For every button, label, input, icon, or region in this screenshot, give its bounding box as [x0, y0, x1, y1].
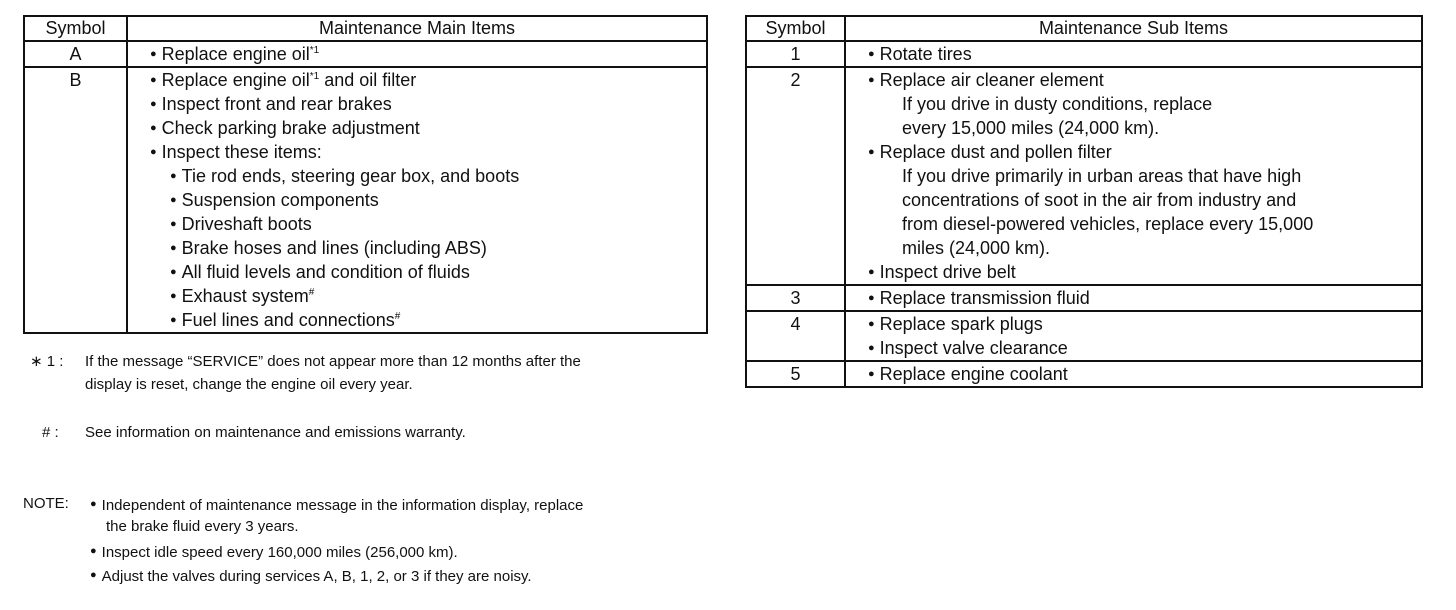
sub-list-item: ● Suspension components	[150, 188, 706, 212]
footnote-ref: #	[394, 311, 401, 322]
table-row	[746, 67, 1422, 285]
list-item: ● Inspect front and rear brakes	[150, 92, 706, 116]
symbol-cell: 5	[746, 361, 845, 387]
items-cell	[127, 67, 707, 333]
sub-list-item: ● Brake hoses and lines (including ABS)	[150, 236, 706, 260]
item-description: If you drive in dusty conditions, replace	[902, 94, 1213, 114]
item-description: miles (24,000 km).	[902, 238, 1051, 258]
item-text: Fuel lines and connections	[181, 310, 395, 330]
items-cell	[845, 285, 1422, 311]
symbol-cell: 3	[746, 285, 845, 311]
item-text: Replace engine oil	[161, 44, 310, 64]
footnote-ref: *1	[309, 71, 320, 82]
item-text: and oil filter	[319, 70, 417, 90]
table-row	[24, 67, 707, 333]
items-cell	[845, 41, 1422, 67]
item-text: Replace engine oil	[161, 70, 310, 90]
sub-list-item: ● Tie rod ends, steering gear box, and boots	[150, 164, 706, 188]
list-item	[150, 68, 706, 92]
list-item: ● Rotate tires	[868, 42, 1421, 66]
item-description: If you drive primarily in urban areas that have high	[902, 166, 1302, 186]
footnote-star-text: If the message “SERVICE” does not appear more than 12 months after the	[85, 353, 581, 370]
list-item: ● Check parking brake adjustment	[150, 116, 706, 140]
table-row	[746, 361, 1422, 387]
footnote-star-text: display is reset, change the engine oil every year.	[85, 376, 413, 393]
items-cell	[845, 67, 1422, 285]
note-item: ● Inspect idle speed every 160,000 miles (256,000 km).	[90, 539, 458, 565]
footnote-ref: #	[308, 287, 315, 298]
list-item: ● Inspect valve clearance	[868, 336, 1421, 360]
symbol-cell: A	[24, 41, 127, 67]
list-item	[150, 42, 706, 66]
note-item: ● Adjust the valves during services A, B, 1, 2, or 3 if they are noisy.	[90, 563, 532, 589]
header-symbol: Symbol	[24, 16, 127, 41]
symbol-cell: 2	[746, 67, 845, 285]
symbol-cell: 1	[746, 41, 845, 67]
item-text: Exhaust system	[181, 286, 309, 306]
symbol-cell: B	[24, 67, 127, 333]
table-row	[746, 285, 1422, 311]
item-description: from diesel-powered vehicles, replace every 15,000	[902, 214, 1314, 234]
maintenance-main-items-table	[23, 15, 708, 334]
header-symbol: Symbol	[746, 16, 845, 41]
sub-list-item	[150, 308, 706, 332]
table-row	[746, 311, 1422, 361]
footnote-hash-mark: # :	[42, 424, 59, 441]
footnote-ref: *1	[309, 45, 320, 56]
symbol-cell: 4	[746, 311, 845, 361]
item-description: every 15,000 miles (24,000 km).	[902, 118, 1160, 138]
footnote-hash-text: See information on maintenance and emissions warranty.	[85, 424, 466, 441]
header-sub-items: Maintenance Sub Items	[845, 16, 1422, 41]
header-main-items: Maintenance Main Items	[127, 16, 707, 41]
item-description: concentrations of soot in the air from industry and	[902, 190, 1297, 210]
table-header-row	[24, 16, 707, 41]
items-cell	[845, 361, 1422, 387]
sub-list-item: ● Driveshaft boots	[150, 212, 706, 236]
list-item: ● Replace dust and pollen filter	[868, 140, 1421, 164]
items-cell	[845, 311, 1422, 361]
note-item-continuation: the brake fluid every 3 years.	[106, 518, 299, 535]
sub-list-item: ● All fluid levels and condition of fluids	[150, 260, 706, 284]
list-item: ● Replace engine coolant	[868, 362, 1421, 386]
list-item: ● Inspect drive belt	[868, 260, 1421, 284]
list-item: ● Replace transmission fluid	[868, 286, 1421, 310]
footnote-star-mark: ∗ 1 :	[30, 353, 64, 370]
note-item: ● Independent of maintenance message in the information display, replace	[90, 492, 583, 518]
table-row	[746, 41, 1422, 67]
items-cell	[127, 41, 707, 67]
maintenance-sub-items-table	[745, 15, 1423, 388]
list-item: ● Replace spark plugs	[868, 312, 1421, 336]
note-label: NOTE:	[23, 495, 69, 512]
sub-list-item	[150, 284, 706, 308]
list-item: ● Inspect these items:	[150, 140, 706, 164]
table-header-row	[746, 16, 1422, 41]
list-item: ● Replace air cleaner element	[868, 68, 1421, 92]
table-row	[24, 41, 707, 67]
